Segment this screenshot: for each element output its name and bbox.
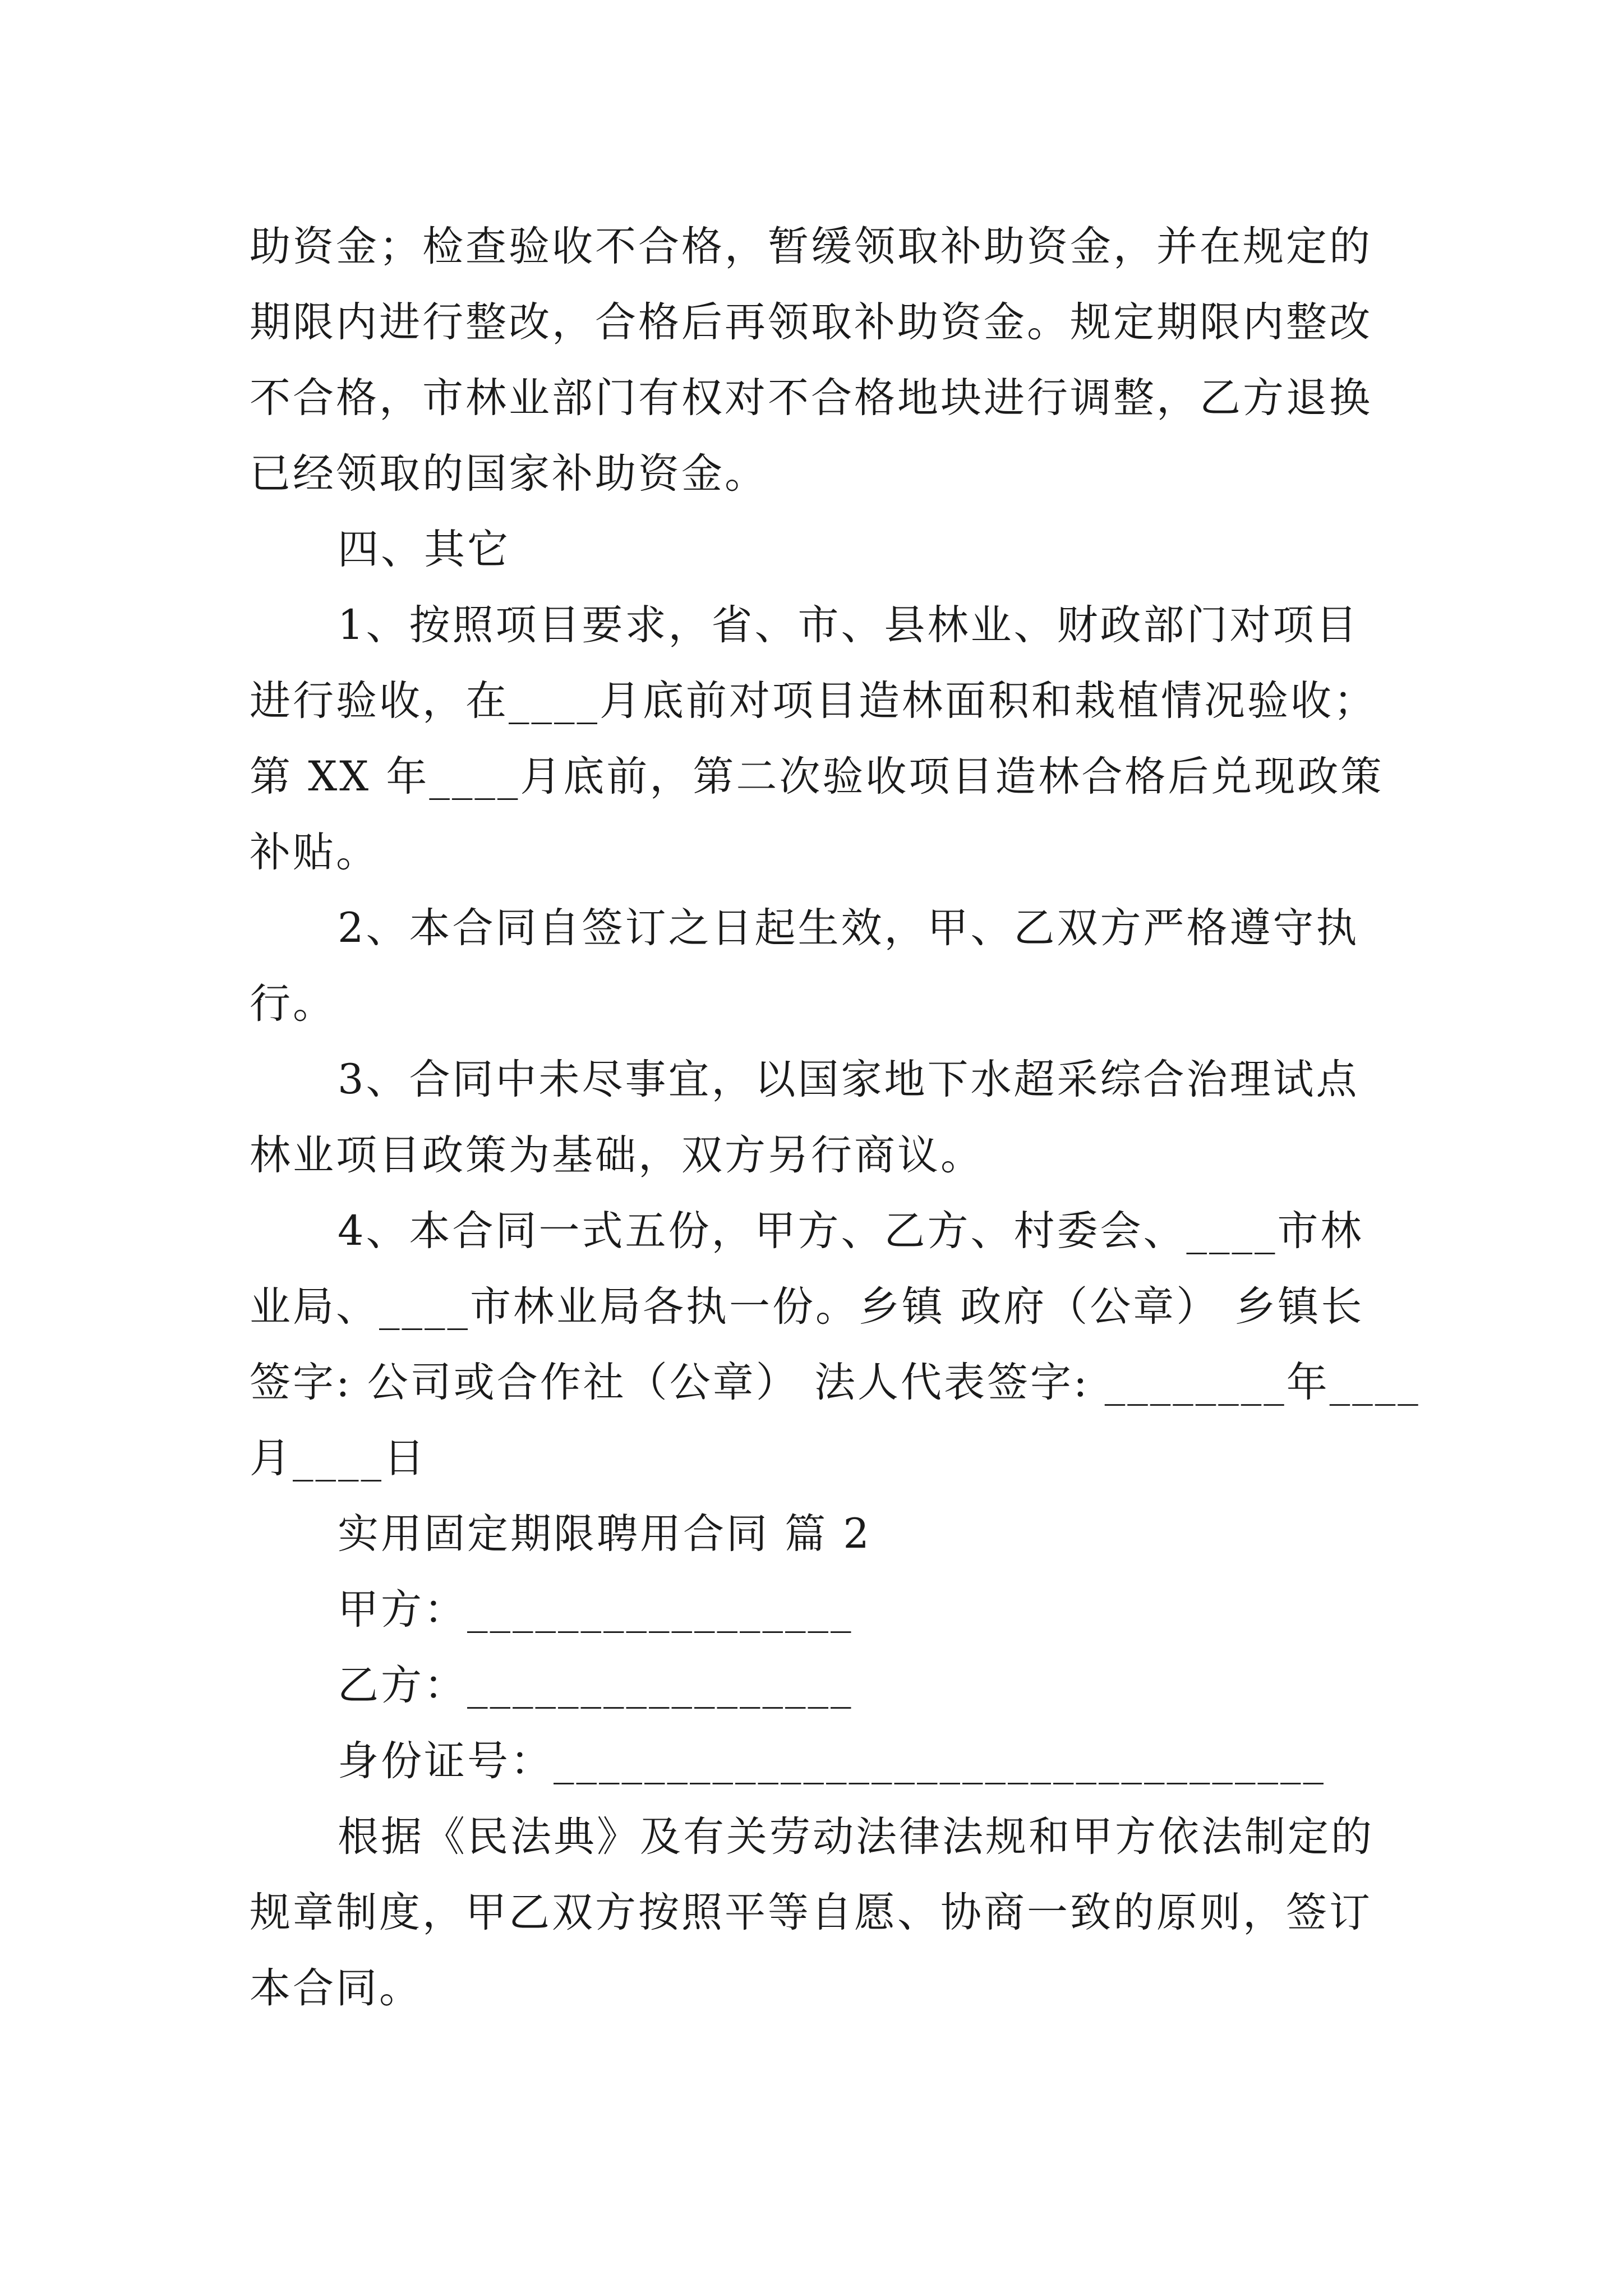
clause-2-line: 行。 (250, 980, 336, 1028)
body-text-line: 已经领取的国家补助资金。 (250, 450, 768, 498)
clause-2-line: 2、本合同自签订之日起生效，甲、乙双方严格遵守执 (338, 904, 1359, 952)
preamble-line: 规章制度，甲乙双方按照平等自愿、协商一致的原则，签订 (250, 1889, 1372, 1936)
clause-1-line: 第 XX 年____月底前，第二次验收项目造林合格后兑现政策 (250, 753, 1384, 800)
body-text-line: 不合格，市林业部门有权对不合格地块进行调整，乙方退换 (250, 374, 1372, 422)
clause-3-line: 3、合同中未尽事宜，以国家地下水超采综合治理试点 (338, 1056, 1359, 1103)
clause-1-line: 补贴。 (250, 829, 379, 876)
signature-date-line: 月____日 (250, 1434, 427, 1482)
preamble-line: 本合同。 (250, 1964, 422, 2012)
section-heading: 四、其它 (338, 526, 510, 573)
body-text-line: 助资金；检查验收不合格，暂缓领取补助资金，并在规定的 (250, 223, 1372, 270)
clause-3-line: 林业项目政策为基础，双方另行商议。 (250, 1131, 984, 1179)
document-body (250, 209, 1421, 2026)
body-text-line: 期限内进行整改，合格后再领取补助资金。规定期限内整改 (250, 298, 1372, 346)
clause-4-line: 业局、____市林业局各执一份。乡镇 政府（公章） 乡镇长 (250, 1283, 1364, 1331)
preamble-line: 根据《民法典》及有关劳动法律法规和甲方依法制定的 (338, 1813, 1374, 1861)
clause-1-line: 进行验收，在____月底前对项目造林面积和栽植情况验收； (250, 677, 1377, 725)
clause-4-line: 4、本合同一式五份，甲方、乙方、村委会、____市林 (338, 1207, 1364, 1255)
party-b-field: 乙方：_________________ (338, 1662, 854, 1709)
contract-title: 实用固定期限聘用合同 篇 2 (338, 1510, 872, 1558)
signature-line: 签字: 公司或合作社（公章） 法人代表签字: ________年____ (250, 1359, 1421, 1406)
party-a-field: 甲方：_________________ (338, 1586, 854, 1634)
id-number-field: 身份证号：__________________________________ (338, 1737, 1326, 1785)
clause-1-line: 1、按照项目要求，省、市、县林业、财政部门对项目 (338, 601, 1359, 649)
